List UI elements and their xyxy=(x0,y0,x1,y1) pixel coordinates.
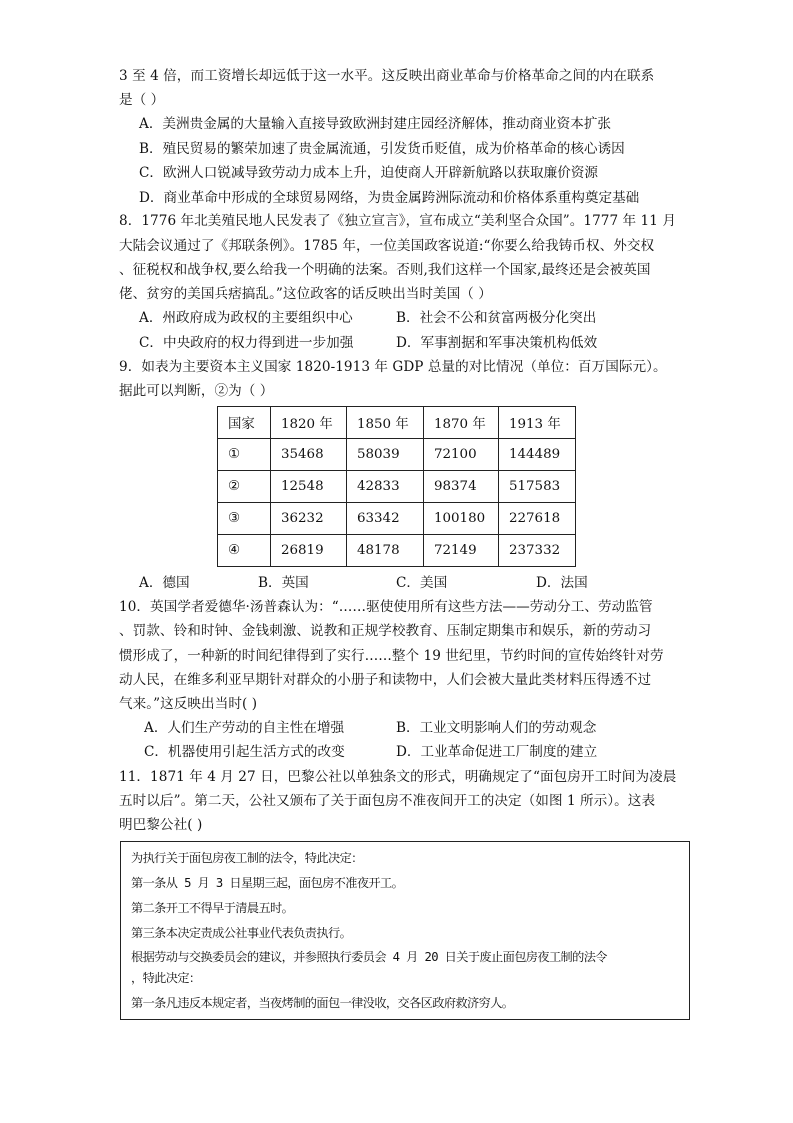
q9-option-b: B．英国 xyxy=(258,575,309,591)
table-cell: ① xyxy=(218,439,271,471)
table-cell: 42833 xyxy=(347,471,424,503)
table-cell: 517583 xyxy=(499,471,576,503)
table-cell: 227618 xyxy=(499,503,576,535)
q7-option-b: B．殖民贸易的繁荣加速了贵金属流通，引发货币贬值，成为价格革命的核心诱因 xyxy=(139,141,625,157)
q10-stem-line-5: 气来。”这反映出当时( ) xyxy=(119,696,258,712)
table-cell: ③ xyxy=(218,503,271,535)
table-cell: 36232 xyxy=(271,503,347,535)
q10-option-d: D．工业革命促进工厂制度的建立 xyxy=(396,744,598,760)
table-cell: 63342 xyxy=(347,503,424,535)
q7-option-d: D．商业革命中形成的全球贸易网络，为贵金属跨洲际流动和价格体系重构奠定基础 xyxy=(139,190,640,206)
q7-stem-line-2: 是（ ） xyxy=(119,92,165,108)
q10-stem-line-4: 动人民，在维多利亚早期针对群众的小册子和读物中，人们会被大量此类材料压得透不过 xyxy=(119,672,652,688)
q10-option-c: C．机器使用引起生活方式的改变 xyxy=(144,744,345,760)
table-cell: 12548 xyxy=(271,471,347,503)
q10-option-b: B．工业文明影响人们的劳动观念 xyxy=(396,720,597,736)
table-cell: ② xyxy=(218,471,271,503)
table-header-cell: 1870 年 xyxy=(424,407,499,439)
table-header-cell: 国家 xyxy=(218,407,271,439)
gdp-table xyxy=(217,406,576,567)
q7-option-c: C．欧洲人口锐减导致劳动力成本上升，迫使商人开辟新航路以获取廉价资源 xyxy=(139,165,598,181)
decree-box xyxy=(120,841,690,1020)
table-cell: 72100 xyxy=(424,439,499,471)
decree-line: 第二条开工不得早于清晨五时。 xyxy=(131,901,294,915)
table-cell: 98374 xyxy=(424,471,499,503)
table-cell: 35468 xyxy=(271,439,347,471)
decree-line: 第三条本决定责成公社事业代表负责执行。 xyxy=(131,926,352,940)
table-header-cell: 1850 年 xyxy=(347,407,424,439)
q8-stem-line-4: 佬、贫穷的美国兵痞搞乱。”这位政客的话反映出当时美国（ ） xyxy=(119,286,492,302)
q8-stem-line-1: 8．1776 年北美殖民地人民发表了《独立宣言》，宣布成立“美利坚合众国”。1777 年 11 月 xyxy=(119,213,676,229)
q11-stem-line-2: 五时以后”。第二天，公社又颁布了关于面包房不准夜间开工的决定（如图 1 所示）。这表 xyxy=(119,793,656,809)
table-header-cell: 1820 年 xyxy=(271,407,347,439)
q10-stem-line-2: 、罚款、铃和时钟、金钱刺激、说教和正规学校教育、压制定期集市和娱乐，新的劳动习 xyxy=(119,623,652,639)
q10-option-a: A．人们生产劳动的自主性在增强 xyxy=(144,720,345,736)
table-header-cell: 1913 年 xyxy=(499,407,576,439)
table-cell: 26819 xyxy=(271,535,347,567)
q11-stem-line-1: 11．1871 年 4 月 27 日，巴黎公社以单独条文的形式，明确规定了“面包房开工时间为凌晨 xyxy=(119,769,677,785)
q10-stem-line-3: 惯形成了，一种新的时间纪律得到了实行……整个 19 世纪里，节约时间的宣传始终针对劳 xyxy=(119,648,664,664)
decree-line: 为执行关于面包房夜工制的法令，特此决定： xyxy=(131,851,363,865)
table-row xyxy=(218,439,576,471)
table-cell: ④ xyxy=(218,535,271,567)
table-cell: 237332 xyxy=(499,535,576,567)
q9-stem-line-1: 9．如表为主要资本主义国家 1820-1913 年 GDP 总量的对比情况（单位：百万国际元）。 xyxy=(119,359,667,375)
table-cell: 100180 xyxy=(424,503,499,535)
table-row xyxy=(218,503,576,535)
q9-option-c: C．美国 xyxy=(396,575,448,591)
decree-line: 第一条凡违反本规定者，当夜烤制的面包一律没收，交各区政府救济穷人。 xyxy=(131,996,514,1010)
q8-option-a: A．州政府成为政权的主要组织中心 xyxy=(139,310,353,326)
table-row xyxy=(218,471,576,503)
table-cell: 48178 xyxy=(347,535,424,567)
q8-option-c: C．中央政府的权力得到进一步加强 xyxy=(139,335,354,351)
q7-stem-line-1: 3 至 4 倍，而工资增长却远低于这一水平。这反映出商业革命与价格革命之间的内在联系 xyxy=(119,68,655,84)
q9-option-a: A．德国 xyxy=(139,575,190,591)
q8-option-d: D．军事割据和军事决策机构低效 xyxy=(396,335,598,351)
q7-option-a: A．美洲贵金属的大量输入直接导致欧洲封建庄园经济解体，推动商业资本扩张 xyxy=(139,116,612,132)
q8-stem-line-2: 大陆会议通过了《邦联条例》。1785 年，一位美国政客说道:“你要么给我铸币权、外交权 xyxy=(119,238,655,254)
q11-stem-line-3: 明巴黎公社( ) xyxy=(119,817,203,833)
table-cell: 144489 xyxy=(499,439,576,471)
table-header-row xyxy=(218,407,576,439)
q8-stem-line-3: 、征税权和战争权,要么给我一个明确的法案。否则,我们这样一个国家,最终还是会被英国 xyxy=(119,262,651,278)
decree-line: 根据劳动与交换委员会的建议，并参照执行委员会 4 月 20 日关于废止面包房夜工制的法令 xyxy=(131,950,607,964)
table-cell: 72149 xyxy=(424,535,499,567)
q9-option-d: D．法国 xyxy=(536,575,588,591)
q8-option-b: B．社会不公和贫富两极分化突出 xyxy=(396,310,597,326)
decree-line: ，特此决定： xyxy=(131,971,201,985)
q10-stem-line-1: 10．英国学者爱德华·汤普森认为：“……驱使使用所有这些方法——劳动分工、劳动监管 xyxy=(119,599,653,615)
table-row xyxy=(218,535,576,567)
table-cell: 58039 xyxy=(347,439,424,471)
decree-line: 第一条从 5 月 3 日星期三起，面包房不准夜开工。 xyxy=(131,876,404,890)
q9-stem-line-2: 据此可以判断，②为（ ） xyxy=(119,383,274,399)
